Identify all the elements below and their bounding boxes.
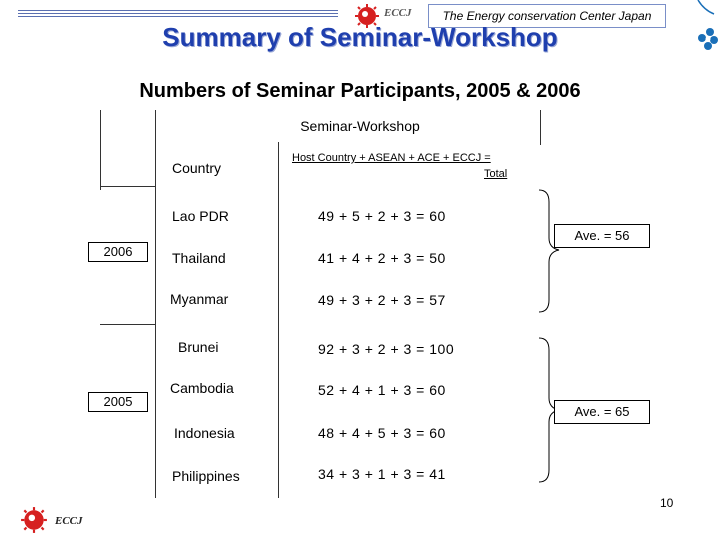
brace-2006 xyxy=(535,188,565,318)
page-title: Summary of Seminar-Workshop xyxy=(162,22,558,52)
year-label-2006: 2006 xyxy=(88,242,148,262)
equation-cell: 41 + 4 + 2 + 3 = 50 xyxy=(318,250,446,266)
table-border xyxy=(100,110,101,190)
equation-cell: 49 + 5 + 2 + 3 = 60 xyxy=(318,208,446,224)
country-cell: Indonesia xyxy=(174,425,235,441)
page-number: 10 xyxy=(660,496,674,510)
country-cell: Philippines xyxy=(172,468,240,484)
header-org-name: The Energy conservation Center Japan xyxy=(428,4,666,28)
year-label-2005: 2005 xyxy=(88,392,148,412)
average-2005: Ave. = 65 xyxy=(554,400,650,424)
table-border xyxy=(155,110,156,498)
header-rule xyxy=(18,10,338,11)
header-org-abbrev: ECCJ xyxy=(384,7,412,19)
equation-cell: 34 + 3 + 1 + 3 = 41 xyxy=(318,466,446,482)
table-border xyxy=(278,142,279,498)
country-cell: Brunei xyxy=(178,339,219,355)
footer-org-abbrev: ECCJ xyxy=(55,515,83,527)
equation-cell: 92 + 3 + 2 + 3 = 100 xyxy=(318,341,455,357)
average-2006: Ave. = 56 xyxy=(554,224,650,248)
country-cell: Cambodia xyxy=(170,380,234,396)
equation-cell: 49 + 3 + 2 + 3 = 57 xyxy=(318,292,446,308)
table-rule xyxy=(100,186,155,187)
table-rule xyxy=(100,324,155,325)
column-header-formula: Host Country + ASEAN + ACE + ECCJ = xyxy=(292,152,491,164)
equation-cell: 48 + 4 + 5 + 3 = 60 xyxy=(318,425,446,441)
header-rule xyxy=(18,13,338,14)
column-header-country: Country xyxy=(172,160,222,176)
table-border xyxy=(540,110,541,145)
country-cell: Lao PDR xyxy=(172,208,229,224)
section-title: Numbers of Seminar Participants, 2005 & 2006 xyxy=(139,80,581,102)
country-cell: Myanmar xyxy=(170,291,229,307)
eccj-logo-icon xyxy=(20,506,48,534)
equation-cell: 52 + 4 + 1 + 3 = 60 xyxy=(318,382,446,398)
country-cell: Thailand xyxy=(172,250,226,266)
column-header-total: Total xyxy=(484,168,508,180)
header-rule xyxy=(18,16,338,17)
table-caption: Seminar-Workshop xyxy=(300,118,420,134)
